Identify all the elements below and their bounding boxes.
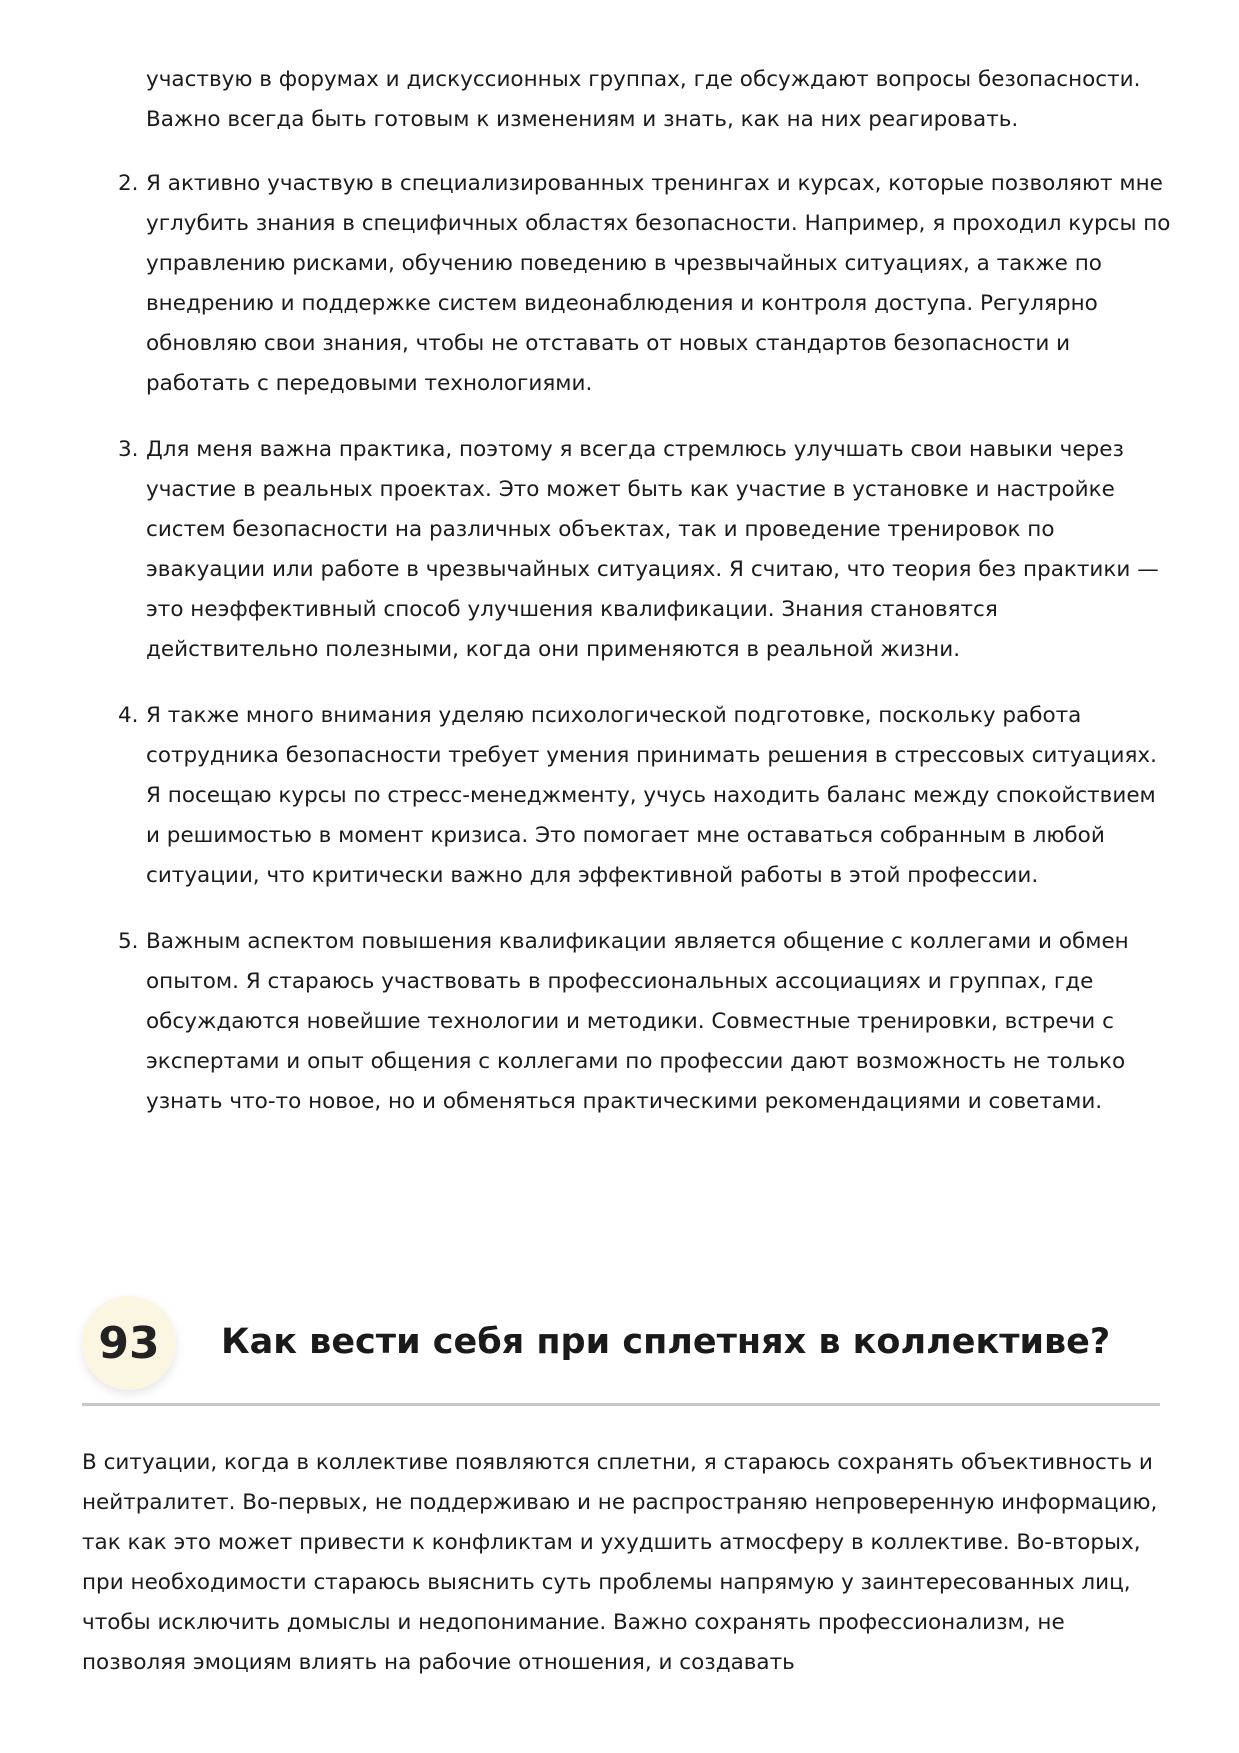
section-number-badge: 93: [82, 1296, 176, 1390]
list-item-number: 4.: [118, 703, 139, 728]
continuation-paragraph: участвую в форумах и дискуссионных группах, где обсуждают вопросы безопасности. Важно всегда быть готовым к изменениям и знать, как на них реагировать.: [146, 67, 1141, 132]
list-item-text: Я активно участвую в специализированных тренингах и курсах, которые позволяют мне углубить знания в специфичных областях безопасности. Например, я проходил курсы по управлению рисками, обучению поведению в чрезвычайных ситуациях, а также по внедрению и поддержке систем видеонаблюдения и контроля доступа. Регулярно обновляю свои знания, чтобы не отставать от новых стандартов безопасности и работать с передовыми технологиями.: [146, 171, 1171, 396]
list-item-text: Важным аспектом повышения квалификации является общение с коллегами и обмен опытом. Я стараюсь участвовать в профессиональных ассоциациях и группах, где обсуждаются новейшие технологии и методики. Совместные тренировки, встречи с экспертами и опыт общения с коллегами по профессии дают возможность не только узнать что-то новое, но и обменяться практическими рекомендациями и советами.: [146, 929, 1129, 1114]
list-item-text: Я также много внимания уделяю психологической подготовке, поскольку работа сотрудника безопасности требует умения принимать решения в стрессовых ситуациях. Я посещаю курсы по стресс-менеджменту, учусь находить баланс между спокойствием и решимостью в момент кризиса. Это помогает мне оставаться собранным в любой ситуации, что критически важно для эффективной работы в этой профессии.: [146, 703, 1157, 888]
list-item: [0, 164, 1176, 404]
list-item-number: 3.: [118, 437, 139, 462]
section-body-paragraph: В ситуации, когда в коллективе появляются сплетни, я стараюсь сохранять объективность и нейтралитет. Во-первых, не поддерживаю и не распространяю непроверенную информацию, так как это может привести к конфликтам и ухудшить атмосферу в коллективе. Во-вторых, при необходимости стараюсь выяснить суть проблемы напрямую у заинтересованных лиц, чтобы исключить домыслы и недопонимание. Важно сохранять профессионализм, не позволяя эмоциям влиять на рабочие отношения, и создавать: [82, 1450, 1158, 1675]
list-item: [0, 430, 1176, 670]
list-item-number: 5.: [118, 929, 139, 954]
list-item-number: 2.: [118, 171, 139, 196]
list-item: [0, 922, 1176, 1122]
section-header: [82, 1296, 1160, 1406]
list-item: [0, 696, 1176, 896]
section-title: Как вести себя при сплетнях в коллективе?: [221, 1322, 1111, 1362]
numbered-list: [0, 164, 1239, 1148]
list-item-text: Для меня важна практика, поэтому я всегда стремлюсь улучшать свои навыки через участие в реальных проектах. Это может быть как участие в установке и настройке систем безопасности на различных объектах, так и проведение тренировок по эвакуации или работе в чрезвычайных ситуациях. Я считаю, что теория без практики — это неэффективный способ улучшения квалификации. Знания становятся действительно полезными, когда они применяются в реальной жизни.: [146, 437, 1159, 662]
